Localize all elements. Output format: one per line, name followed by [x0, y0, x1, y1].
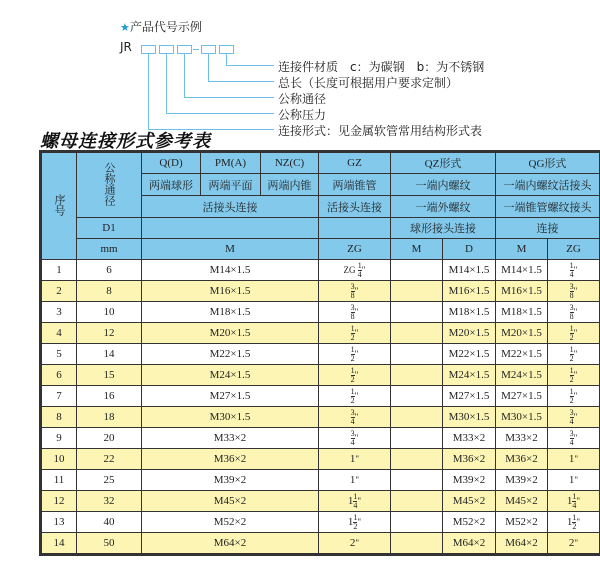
qg-m-cell: M30×1.5	[496, 407, 548, 428]
qg-m-cell: M39×2	[496, 470, 548, 491]
fraction: $\frac{1}{2}$	[350, 365, 355, 384]
gz-cell: $\frac{1}{2}$ "	[319, 344, 391, 365]
qz-d-cell: M18×1.5	[443, 302, 496, 323]
fraction: $\frac{1}{2}$	[569, 344, 574, 363]
col-header: 活接头连接	[319, 196, 391, 218]
qg-m-cell: M24×1.5	[496, 365, 548, 386]
fraction: $\frac{3}{8}$	[350, 281, 355, 300]
qg-zg-cell: $\frac{3}{8}$ "	[548, 281, 600, 302]
seq-cell: 3	[42, 302, 77, 323]
m-cell: M30×1.5	[142, 407, 319, 428]
gz-cell: $\frac{3}{4}$ "	[319, 428, 391, 449]
m-cell: M36×2	[142, 449, 319, 470]
d1-cell: 16	[77, 386, 142, 407]
d1-cell: 14	[77, 344, 142, 365]
col-header: M	[391, 239, 443, 260]
col-header: PM(A)	[201, 153, 261, 174]
star-icon: ★	[120, 21, 130, 34]
qg-m-cell: M45×2	[496, 491, 548, 512]
qz-d-cell: M30×1.5	[443, 407, 496, 428]
gz-cell: 2"	[319, 533, 391, 554]
table-row	[42, 365, 600, 386]
qg-zg-cell: $\frac{1}{2}$ "	[548, 365, 600, 386]
qz-m-cell	[391, 302, 443, 323]
table-row	[42, 386, 600, 407]
qz-m-cell	[391, 386, 443, 407]
col-header: 两端平面	[201, 174, 261, 196]
qz-m-cell	[391, 323, 443, 344]
col-header: 两端锥管	[319, 174, 391, 196]
col-header: 两端内锥	[261, 174, 319, 196]
m-cell: M14×1.5	[142, 260, 319, 281]
qz-m-cell	[391, 365, 443, 386]
fraction: $\frac{3}{8}$	[569, 302, 574, 321]
m-cell: M64×2	[142, 533, 319, 554]
seq-cell: 1	[42, 260, 77, 281]
d1-cell: 10	[77, 302, 142, 323]
fraction: $\frac{1}{4}$	[572, 491, 577, 510]
seq-cell: 5	[42, 344, 77, 365]
fraction: $\frac{3}{8}$	[350, 302, 355, 321]
table-row	[42, 260, 600, 281]
legend-diameter: 公称通径	[278, 92, 327, 106]
gz-cell: 1"	[319, 470, 391, 491]
qg-zg-cell: 1"	[548, 449, 600, 470]
m-cell: M24×1.5	[142, 365, 319, 386]
seq-cell: 4	[42, 323, 77, 344]
qg-zg-cell: 1 $\frac{1}{4}$ "	[548, 491, 600, 512]
m-cell: M16×1.5	[142, 281, 319, 302]
seq-cell: 12	[42, 491, 77, 512]
m-cell: M27×1.5	[142, 386, 319, 407]
qz-d-cell: M33×2	[443, 428, 496, 449]
qg-m-cell: M52×2	[496, 512, 548, 533]
fraction: $\frac{1}{2}$	[350, 386, 355, 405]
legend-length: 总长（长度可根据用户要求定制）	[278, 76, 459, 90]
d1-cell: 50	[77, 533, 142, 554]
qz-m-cell	[391, 260, 443, 281]
qz-m-cell	[391, 428, 443, 449]
legend-material: 连接件材质 c：为碳钢 b：为不锈钢	[278, 60, 485, 74]
code-example-heading	[120, 18, 202, 35]
col-header: 一端内螺纹	[391, 174, 496, 196]
col-header: ZG	[548, 239, 600, 260]
qg-m-cell: M16×1.5	[496, 281, 548, 302]
gz-cell: 1 $\frac{1}{4}$ "	[319, 491, 391, 512]
fraction: $\frac{3}{4}$	[350, 428, 355, 447]
table-row	[42, 302, 600, 323]
qz-d-cell: M14×1.5	[443, 260, 496, 281]
qz-d-cell: M39×2	[443, 470, 496, 491]
fraction: $\frac{1}{2}$	[350, 344, 355, 363]
qz-d-cell: M16×1.5	[443, 281, 496, 302]
col-header	[319, 218, 391, 239]
qz-d-cell: M52×2	[443, 512, 496, 533]
fraction: $\frac{1}{2}$	[569, 386, 574, 405]
d1-cell: 12	[77, 323, 142, 344]
nominal-header: 公称通径	[77, 153, 142, 218]
col-header: Q(D)	[142, 153, 201, 174]
fraction: $\frac{3}{4}$	[350, 407, 355, 426]
seq-cell: 13	[42, 512, 77, 533]
qg-zg-cell: $\frac{3}{4}$ "	[548, 428, 600, 449]
col-header: 球形接头连接	[391, 218, 496, 239]
gz-cell: ZG $\frac{1}{4}$ "	[319, 260, 391, 281]
m-cell: M22×1.5	[142, 344, 319, 365]
legend-connection: 连接形式：见金属软管常用结构形式表	[278, 124, 483, 138]
qz-m-cell	[391, 491, 443, 512]
gz-cell: $\frac{3}{8}$ "	[319, 302, 391, 323]
qz-d-cell: M24×1.5	[443, 365, 496, 386]
seq-cell: 7	[42, 386, 77, 407]
qz-d-cell: M20×1.5	[443, 323, 496, 344]
table-row	[42, 344, 600, 365]
qg-zg-cell: 2"	[548, 533, 600, 554]
qg-zg-cell: $\frac{3}{4}$ "	[548, 407, 600, 428]
qz-d-cell: M45×2	[443, 491, 496, 512]
d1-cell: 18	[77, 407, 142, 428]
m-cell: M45×2	[142, 491, 319, 512]
table-row	[42, 491, 600, 512]
gz-cell: $\frac{1}{2}$ "	[319, 365, 391, 386]
d1-cell: 25	[77, 470, 142, 491]
qg-zg-cell: $\frac{1}{2}$ "	[548, 344, 600, 365]
fraction: $\frac{3}{8}$	[569, 281, 574, 300]
qz-m-cell	[391, 449, 443, 470]
page-title: 螺母连接形式参考表	[40, 131, 211, 152]
m-cell: M52×2	[142, 512, 319, 533]
col-header	[142, 218, 319, 239]
fraction: $\frac{3}{4}$	[569, 428, 574, 447]
fraction: $\frac{1}{2}$	[569, 365, 574, 384]
qg-zg-cell: $\frac{3}{8}$ "	[548, 302, 600, 323]
col-header: M	[142, 239, 319, 260]
table-row	[42, 323, 600, 344]
gz-cell: $\frac{3}{8}$ "	[319, 281, 391, 302]
col-header: QG形式	[496, 153, 600, 174]
col-header: 活接头连接	[142, 196, 319, 218]
col-header: D1	[77, 218, 142, 239]
col-header: 一端外螺纹	[391, 196, 496, 218]
fraction: $\frac{1}{4}$	[357, 260, 362, 279]
qz-m-cell	[391, 512, 443, 533]
legend-pressure: 公称压力	[278, 108, 327, 122]
nut-connection-table	[41, 152, 600, 554]
qg-m-cell: M64×2	[496, 533, 548, 554]
qz-m-cell	[391, 533, 443, 554]
d1-cell: 6	[77, 260, 142, 281]
table-row	[42, 281, 600, 302]
qg-m-cell: M18×1.5	[496, 302, 548, 323]
qz-d-cell: M27×1.5	[443, 386, 496, 407]
table-row	[42, 407, 600, 428]
table-row	[42, 470, 600, 491]
col-header: 连接	[496, 218, 600, 239]
seq-header: 序号	[42, 153, 77, 260]
qg-zg-cell: 1 $\frac{1}{2}$ "	[548, 512, 600, 533]
seq-cell: 9	[42, 428, 77, 449]
col-header: M	[496, 239, 548, 260]
qz-m-cell	[391, 344, 443, 365]
qz-d-cell: M22×1.5	[443, 344, 496, 365]
qg-m-cell: M36×2	[496, 449, 548, 470]
seq-cell: 6	[42, 365, 77, 386]
d1-cell: 40	[77, 512, 142, 533]
gz-cell: 1 $\frac{1}{2}$ "	[319, 512, 391, 533]
table-row	[42, 428, 600, 449]
table-row	[42, 449, 600, 470]
qg-zg-cell: $\frac{1}{2}$ "	[548, 386, 600, 407]
gz-cell: 1"	[319, 449, 391, 470]
m-cell: M20×1.5	[142, 323, 319, 344]
fraction: $\frac{1}{4}$	[353, 491, 358, 510]
col-header: ZG	[319, 239, 391, 260]
qg-m-cell: M14×1.5	[496, 260, 548, 281]
qg-m-cell: M33×2	[496, 428, 548, 449]
qz-m-cell	[391, 407, 443, 428]
qg-zg-cell: $\frac{1}{2}$ "	[548, 323, 600, 344]
fraction: $\frac{1}{2}$	[353, 512, 358, 531]
col-header: QZ形式	[391, 153, 496, 174]
qz-m-cell	[391, 470, 443, 491]
qz-m-cell	[391, 281, 443, 302]
col-header: mm	[77, 239, 142, 260]
d1-cell: 15	[77, 365, 142, 386]
m-cell: M33×2	[142, 428, 319, 449]
fraction: $\frac{1}{2}$	[572, 512, 577, 531]
d1-cell: 8	[77, 281, 142, 302]
fraction: $\frac{1}{2}$	[569, 323, 574, 342]
m-cell: M39×2	[142, 470, 319, 491]
fraction: $\frac{1}{4}$	[569, 260, 574, 279]
fraction: $\frac{1}{2}$	[350, 323, 355, 342]
seq-cell: 14	[42, 533, 77, 554]
gz-cell: $\frac{3}{4}$ "	[319, 407, 391, 428]
seq-cell: 8	[42, 407, 77, 428]
seq-cell: 11	[42, 470, 77, 491]
qg-m-cell: M22×1.5	[496, 344, 548, 365]
col-header: 一端内螺纹活接头	[496, 174, 600, 196]
qg-zg-cell: $\frac{1}{4}$ "	[548, 260, 600, 281]
d1-cell: 20	[77, 428, 142, 449]
qg-m-cell: M20×1.5	[496, 323, 548, 344]
qg-m-cell: M27×1.5	[496, 386, 548, 407]
d1-cell: 32	[77, 491, 142, 512]
fraction: $\frac{3}{4}$	[569, 407, 574, 426]
qz-d-cell: M64×2	[443, 533, 496, 554]
seq-cell: 10	[42, 449, 77, 470]
heading-text: 产品代号示例	[129, 20, 202, 34]
gz-cell: $\frac{1}{2}$ "	[319, 323, 391, 344]
col-header: 两端球形	[142, 174, 201, 196]
qz-d-cell: M36×2	[443, 449, 496, 470]
d1-cell: 22	[77, 449, 142, 470]
col-header: 一端锥管螺纹接头	[496, 196, 600, 218]
col-header: D	[443, 239, 496, 260]
table-row	[42, 533, 600, 554]
gz-cell: $\frac{1}{2}$ "	[319, 386, 391, 407]
code-prefix: JR	[120, 40, 132, 54]
col-header: GZ	[319, 153, 391, 174]
col-header: NZ(C)	[261, 153, 319, 174]
m-cell: M18×1.5	[142, 302, 319, 323]
seq-cell: 2	[42, 281, 77, 302]
table-row	[42, 512, 600, 533]
qg-zg-cell: 1"	[548, 470, 600, 491]
